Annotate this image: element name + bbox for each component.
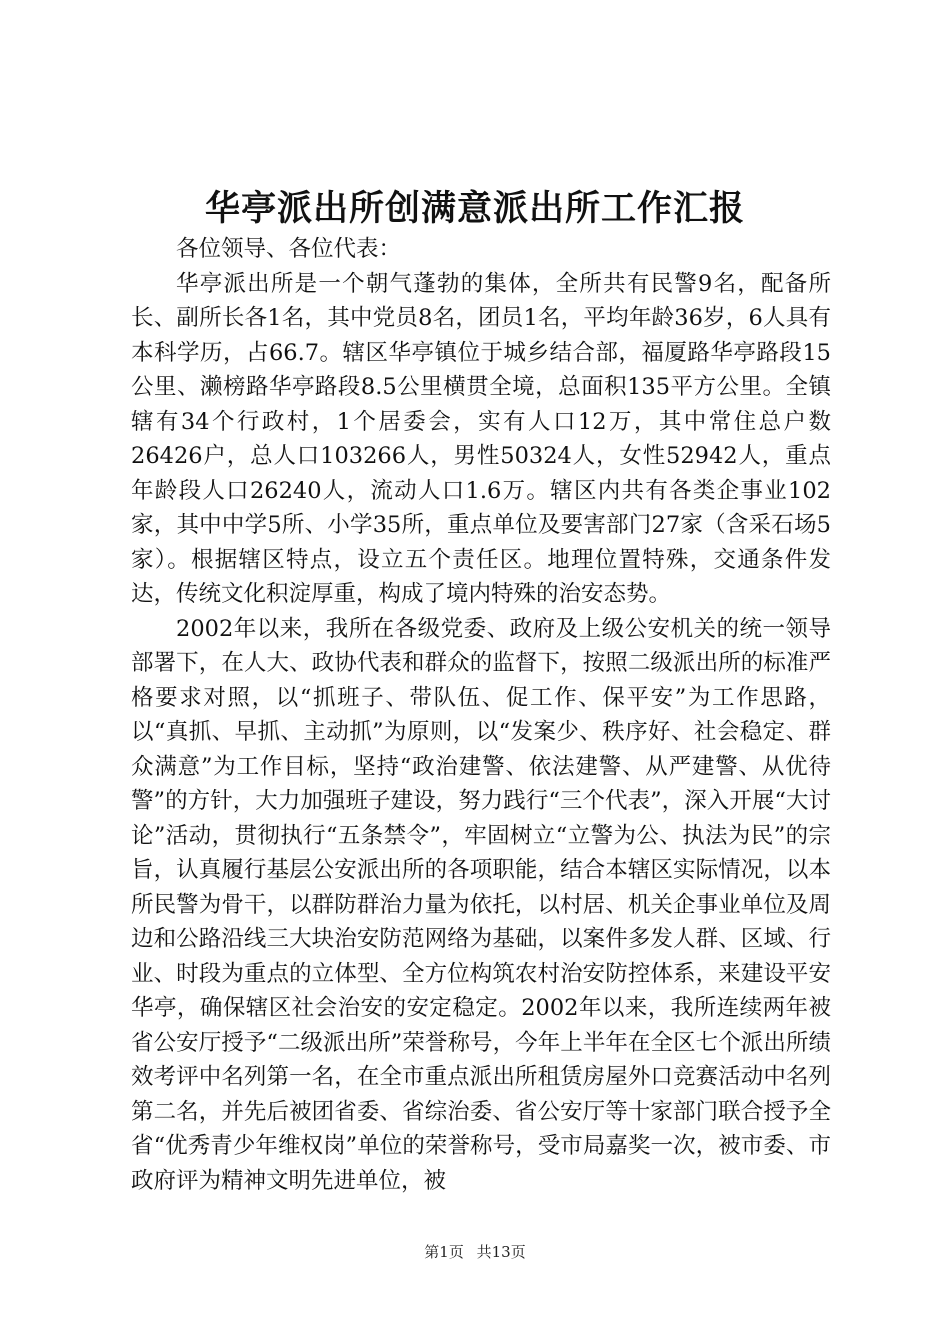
document-body <box>131 232 831 1198</box>
salutation: 各位领导、各位代表： <box>176 236 402 262</box>
page-number: 第1页 <box>424 1243 464 1261</box>
page-footer <box>0 1242 950 1262</box>
page-title: 华亭派出所创满意派出所工作汇报 <box>204 188 745 229</box>
paragraph-2: 2002年以来，我所在各级党委、政府及上级公安机关的统一领导部署下，在人大、政协代表和群众的监督下，按照二级派出所的标准严格要求对照，以“抓班子、带队伍、促工作、保平安”为工作思路，以“真抓、早抓、主动抓”为原则，以“发案少、秩序好、社会稳定、群众满意”为工作目标，坚持“政治建警、依法建警、从严建警、从优待警”的方针，大力加强班子建设，努力践行“三个代表”，深入开展“大讨论”活动，贯彻执行“五条禁令”，牢固树立“立警为公、执法为民”的宗旨，认真履行基层公安派出所的各项职能，结合本辖区实际情况，以本所民警为骨干，以群防群治力量为依托，以村居、机关企事业单位及周边和公路沿线三大块治安防范网络为基础，以案件多发人群、区域、行业、时段为重点的立体型、全方位构筑农村治安防控体系，来建设平安华亭，确保辖区社会治安的安定稳定。2002年以来，我所连续两年被省公安厅授予“二级派出所”荣誉称号，今年上半年在全区七个派出所绩效考评中名列第一名，在全市重点派出所租赁房屋外口竞赛活动中名列第二名，并先后被团省委、省综治委、省公安厅等十家部门联合授予全省“优秀青少年维权岗”单位的荣誉称号，受市局嘉奖一次，被市委、市政府评为精神文明先进单位，被 <box>131 615 831 1194</box>
page-total: 共13页 <box>476 1243 526 1261</box>
paragraph-1: 华亭派出所是一个朝气蓬勃的集体，全所共有民警9名，配备所长、副所长各1名，其中党员8名，团员1名，平均年龄36岁，6人具有本科学历，占66.7。辖区华亭镇位于城乡结合部，福厦路华亭路段15公里、濑榜路华亭路段8.5公里横贯全境，总面积135平方公里。全镇辖有34个行政村，1个居委会，实有人口12万，其中常住总户数26426户，总人口103266人，男性50324人，女性52942人，重点年龄段人口26240人，流动人口1.6万。辖区内共有各类企事业102家，其中中学5所、小学35所，重点单位及要害部门27家（含采石场5家）。根据辖区特点，设立五个责任区。地理位置特殊，交通条件发达，传统文化积淀厚重，构成了境内特殊的治安态势。 <box>131 270 831 607</box>
